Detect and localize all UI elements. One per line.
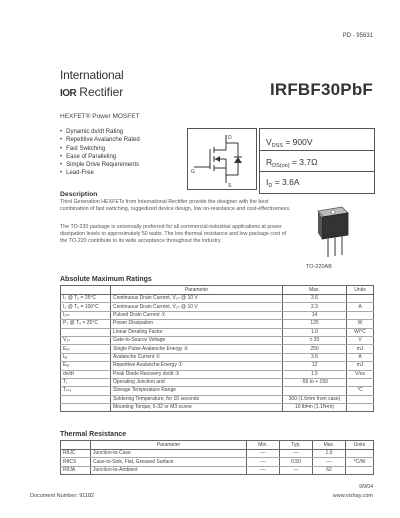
spec-id: $I_D = 3.6A$: [266, 177, 300, 189]
units-cell: A: [347, 303, 374, 311]
symbol-cell: dv/dt: [61, 370, 111, 378]
key-specs-box: [259, 128, 375, 194]
min-cell: —: [247, 458, 280, 466]
value-cell: [283, 387, 347, 395]
thermal-table: [60, 440, 374, 475]
units-cell: mJ: [347, 362, 374, 370]
value-cell: 1.5: [283, 370, 347, 378]
table-row: [61, 466, 374, 474]
units-cell: [346, 466, 374, 474]
table-row: [61, 362, 374, 370]
units-cell: °C/W: [346, 458, 374, 466]
value-cell: 14: [283, 311, 347, 319]
spec-vdss: $V_{DSS} = 900V$: [266, 137, 313, 149]
symbol-cell: I₂ₘ: [61, 311, 111, 319]
units-cell: [347, 395, 374, 403]
units-cell: V: [347, 336, 374, 344]
table-row: [61, 378, 374, 386]
column-header: [61, 286, 111, 295]
units-cell: A: [347, 353, 374, 361]
max-cell: —: [313, 458, 346, 466]
units-cell: [347, 311, 374, 319]
parameter-cell: Power Dissipation: [111, 320, 283, 328]
units-cell: °C: [347, 387, 374, 395]
symbol-cell: Eₐᵣ: [61, 362, 111, 370]
description-paragraph-1: Third Generation HEXFETs from International Rectifier provide the designer with the best combination of fast switching, ruggedized device design, low on-resistance and cost-effectiveness.: [60, 199, 291, 212]
feature-item: • Repetitive Avalanche Rated: [60, 136, 140, 144]
value-cell: ± 20: [283, 336, 347, 344]
parameter-cell: Mounting Torque, 6-32 or M3 screw: [111, 404, 283, 412]
to220-package-icon: [300, 205, 360, 260]
table-row: [61, 311, 374, 319]
table-row: [61, 370, 374, 378]
company-name-line2: Rectifier: [79, 85, 124, 99]
feature-item: • Ease of Paralleling: [60, 153, 140, 161]
symbol-cell: V₂ₛ: [61, 336, 111, 344]
pd-number: PD - 95631: [342, 33, 373, 39]
parameter-cell: Gate-to-Source Voltage: [111, 336, 283, 344]
typ-cell: —: [280, 450, 313, 458]
value-cell: 3.6: [283, 353, 347, 361]
units-cell: V/ns: [347, 370, 374, 378]
table-row: [61, 303, 374, 311]
parameter-cell: Junction-to-Ambient: [91, 466, 247, 474]
feature-item: • Lead-Free: [60, 169, 140, 177]
value-cell: -55 to + 150: [283, 378, 347, 386]
column-header: Units: [346, 441, 374, 450]
min-cell: —: [247, 450, 280, 458]
part-number: IRFBF30PbF: [269, 80, 373, 99]
parameter-cell: Linear Derating Factor: [111, 328, 283, 336]
table-header-row: [61, 286, 374, 295]
value-cell: 10 lbf•in (1.1N•m): [283, 404, 347, 412]
symbol-cell: I₂ @ T₉ = 25°C: [61, 295, 111, 303]
units-cell: [347, 378, 374, 386]
feature-list: [60, 128, 140, 178]
value-cell: 1.0: [283, 328, 347, 336]
table-row: [61, 450, 374, 458]
source-pin-label: S: [228, 183, 232, 189]
symbol-cell: RθJC: [61, 450, 91, 458]
table-row: [61, 345, 374, 353]
column-header: Max.: [313, 441, 346, 450]
parameter-cell: Case-to-Sink, Flat, Greased Surface: [91, 458, 247, 466]
symbol-cell: I₂ @ T₉ = 100°C: [61, 303, 111, 311]
parameter-cell: Repetitive Avalanche Energy ①: [111, 362, 283, 370]
symbol-cell: Iₐᵣ: [61, 353, 111, 361]
spec-rdson: $R_{DS(on)} = 3.7\Omega$: [266, 157, 318, 169]
feature-item: • Fast Switching: [60, 145, 140, 153]
table-row: [61, 295, 374, 303]
abs-max-table: [60, 285, 374, 412]
parameter-cell: Continuous Drain Current, V₂ₛ @ 10 V: [111, 295, 283, 303]
symbol-cell: Eₐₛ: [61, 345, 111, 353]
column-header: Max.: [283, 286, 347, 295]
symbol-cell: [61, 395, 111, 403]
parameter-cell: Pulsed Drain Current ①: [111, 311, 283, 319]
value-cell: 300 (1.6mm from case): [283, 395, 347, 403]
gate-pin-label: G: [191, 169, 195, 175]
table-row: [61, 320, 374, 328]
units-cell: [347, 404, 374, 412]
value-cell: 125: [283, 320, 347, 328]
parameter-cell: Continuous Drain Current, V₂ₛ @ 10 V: [111, 303, 283, 311]
symbol-cell: Tₛₜ₉: [61, 387, 111, 395]
symbol-cell: RθCS: [61, 458, 91, 466]
parameter-cell: Single Pulse Avalanche Energy ②: [111, 345, 283, 353]
value-cell: 3.6: [283, 295, 347, 303]
parameter-cell: Soldering Temperature, for 10 seconds: [111, 395, 283, 403]
units-cell: mJ: [347, 345, 374, 353]
symbol-cell: [61, 404, 111, 412]
max-cell: 1.0: [313, 450, 346, 458]
table-row: [61, 395, 374, 403]
feature-item: • Simple Drive Requirements: [60, 161, 140, 169]
column-header: Parameter: [111, 286, 283, 295]
symbol-cell: RθJA: [61, 466, 91, 474]
abs-max-heading: Absolute Maximum Ratings: [60, 276, 152, 283]
document-number: Document Number: 91182: [30, 493, 95, 499]
parameter-cell: Peak Diode Recovery dv/dt ③: [111, 370, 283, 378]
units-cell: [347, 295, 374, 303]
max-cell: 62: [313, 466, 346, 474]
table-row: [61, 353, 374, 361]
table-row: [61, 458, 374, 466]
drain-pin-label: D: [228, 135, 232, 141]
min-cell: —: [247, 466, 280, 474]
column-header: [61, 441, 91, 450]
column-header: Parameter: [91, 441, 247, 450]
company-name-line1: International: [60, 68, 124, 82]
company-logo: [60, 85, 123, 99]
units-cell: W: [347, 320, 374, 328]
table-row: [61, 387, 374, 395]
symbol-cell: Tⱼ: [61, 378, 111, 386]
value-cell: 250: [283, 345, 347, 353]
footer-date: 9/9/04: [359, 484, 373, 490]
column-header: Units: [347, 286, 374, 295]
typ-cell: 0.50: [280, 458, 313, 466]
thermal-heading: Thermal Resistance: [60, 431, 127, 438]
symbol-cell: [61, 328, 111, 336]
table-row: [61, 404, 374, 412]
ior-logo-mark: IOR: [60, 88, 77, 99]
parameter-cell: Junction-to-Case: [91, 450, 247, 458]
units-cell: W/°C: [347, 328, 374, 336]
table-header-row: [61, 441, 374, 450]
parameter-cell: Avalanche Current ①: [111, 353, 283, 361]
website-link[interactable]: www.vishay.com: [332, 493, 373, 499]
units-cell: [346, 450, 374, 458]
description-heading: Description: [60, 191, 98, 198]
table-row: [61, 328, 374, 336]
table-row: [61, 336, 374, 344]
package-label: TO-220AB: [306, 264, 332, 270]
column-header: Typ.: [280, 441, 313, 450]
description-paragraph-2: The TO-220 package is universally preferred for all commercial-industrial applications at power dissipation levels to approximately 50 watts. The low thermal resistance and low package cost of the TO-220 contribute to its wide acceptance throughout the industry.: [60, 224, 287, 244]
column-header: Min.: [247, 441, 280, 450]
feature-item: • Dynamic dv/dt Rating: [60, 128, 140, 136]
symbol-cell: P₂ @ T₉ = 25°C: [61, 320, 111, 328]
parameter-cell: Storage Temperature Range: [111, 387, 283, 395]
value-cell: 2.3: [283, 303, 347, 311]
mosfet-symbol-box: [187, 128, 257, 190]
mosfet-symbol-icon: [188, 129, 256, 189]
parameter-cell: Operating Junction and: [111, 378, 283, 386]
product-subtitle: HEXFET® Power MOSFET: [60, 113, 140, 120]
value-cell: 12: [283, 362, 347, 370]
typ-cell: —: [280, 466, 313, 474]
